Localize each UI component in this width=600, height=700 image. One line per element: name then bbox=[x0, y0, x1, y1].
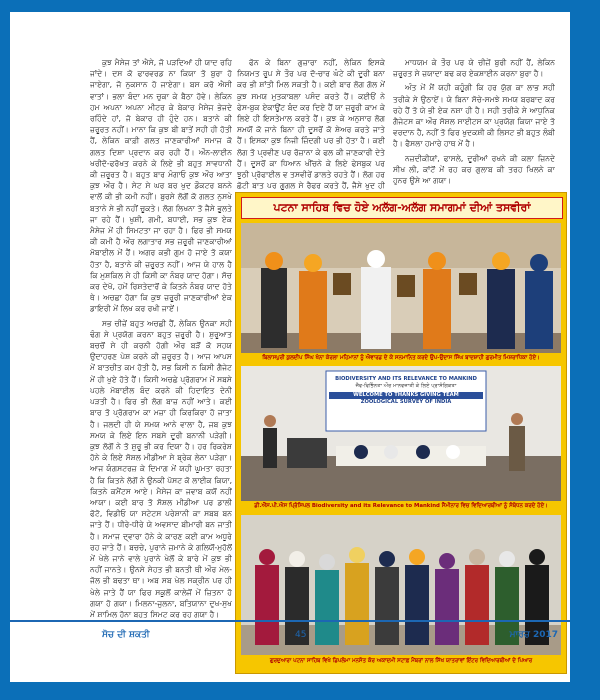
photo-caption: ਬਿਲਾਸਪੁਰੀ ਕੁਲਦੀਪ ਸਿੰਘ ਖੰਨਾ ਕੇਰਲਾ ਮਹਿਮਾਨਾਂ ਨੂੰ ਐਵਾਰਡ ਦੇ ਕੇ ਸਨਮਾਨਿਤ ਕਰਦੇ ਉਪ-ਉਦਾਸ ਸਿੰਘ ਬਾਦਸ਼ਾਹੀ ਗੁਰਮੀਤ ਮਿਸ਼ਰਾਧਿਕਾ ਹੋਏ। bbox=[262, 355, 540, 361]
paragraph: ਕੁਝ ਮੈਸੇਜ ਤਾਂ ਐਸੇ, ਜੋ ਪੜਦਿਆਂ ਹੀ ਯਾਦ ਰਹਿ ਜਾਂਦੇ। ਦਸ ਕੋ ਫਾਰਵਰਡ ਨਾ ਕਿਯਾ ਤੋ ਬੁਰਾ ਹੋ ਜਾਏਗਾ, ਜੋ ਨੁਕਸਾਨ ਹੋ ਜਾਏਗਾ। ਬਸ ਕਰੋ ਐਸੀ ਵਾਤਾਂ। ਭਲਾ ਬੰਦਾ ਮਨ ਚੁਕਾ ਕੇ ਬੈਠਾ ਹੋਵੇ। ਲੇਕਿਨ ਹਮ ਅਪਨਾ ਅਪਨਾ ਮੀਟਰ ਕੇ ਬੇਕਾਰ ਮੈਸੇਜ ਭੇਜਦੇ ਰਹਿੰਦੇ ਹਾਂ, ਜੋ ਬੇਕਾਰ ਹੀ ਹੁੰਦੇ ਹਨ। ਬਤਾਨੇ ਕੀ ਜ਼ਰੂਰਤ ਨਹੀਂ। ਮਾਨਾ ਕਿ ਕੁਝ ਬੀ ਬਾਤੇਂ ਸਹੀ ਹੀ ਹੋਤੀ ਹੈਂ, ਲੇਕਿਨ ਕਾਫ਼ੀ ਗਲਤ ਜਾਣਕਾਰੀਆਂ ਸਮਾਜ ਕੋ ਗਲਤ ਦਿਸ਼ਾ ਪ੍ਰਦਾਨ ਕਰ ਰਹੀ ਹੈਂ। ਔਨ-ਲਾਈਨ ਖਰੀਦੋ-ਫਰੋਖਤ ਕਰਨੇ ਕੇ ਲਿਏ ਭੀ ਬਹੁਤ ਸਾਵਧਾਨੀ ਕੀ ਜ਼ਰੂਰਤ ਹੈ। ਬਹੁਤ ਬਾਰ ਮੰਗਾਓ ਕੁਝ ਔਰ ਆਤਾ ਕੁਝ ਔਰ ਹੈ। ਸੇਟ ਸੇ ਘਰ ਬਰ ਖੁਦ ਡੌਕਟਰ ਬਨਨੇ ਵਾਲੋਂ ਕੀ ਭੀ ਕਮੀ ਨਹੀਂ। ਬੁਰਸੇ ਲੋਗੋਂ ਕੋ ਗਲਤ ਨੁਸਖੇ ਬਤਾਨੇ ਸੇ ਭੀ ਨਹੀਂ ਚੂਕਤੇ। ਲੋਗ ਲਿਖਨਾ ਤੋ ਜੈਸੇ ਭੂਲਤੇ ਜਾ ਰਹੇ ਹੈਂ। ਖੁਸ਼ੀ, ਗਮੀ, ਬਧਾਈ, ਸਭ ਕੁਝ ਏਕ ਮੈਸੇਜ ਮੇਂ ਹੀ ਸਿਮਟਤਾ ਜਾ ਰਹਾ ਹੈ। ਫਿਰ ਭੀ ਸਮਯ ਕੀ ਕਮੀ ਹੈ ਔਰ ਲਗਾਤਾਰ ਸਭ ਜ਼ਰੂਰੀ ਜਾਣਕਾਰੀਆਂ ਮੋਬਾਈਲ ਮੇਂ ਹੈਂ। ਅਗਰ ਕਭੀ ਗੁਮ ਹੋ ਜਾਏ ਤੋ ਕਯਾ ਹੋਤਾ ਹੈ, ਬਤਾਨੇ ਕੀ ਜ਼ਰੂਰਤ ਨਹੀਂ। ਆਜ ਯੇ ਹਾਲ ਹੈ ਕਿ ਮੁਸ਼ਕਿਲ ਸੇ ਹੀ ਕਿਸੀ ਕਾ ਨੰਬਰ ਯਾਦ ਹੋਗਾ। ਸੋਚ ਕਰ ਦੇਖੋ, ਹਮੇਂ ਰਿਸ਼ਤੇਦਾਰੋਂ ਕੇ ਕਿਤਨੇ ਨੰਬਰ ਯਾਦ ਹੋਤੇ ਥੇ। ਅਚਛਾ ਹੋਗਾ ਕਿ ਕੁਝ ਜ਼ਰੂਰੀ ਜਾਣਕਾਰੀਆਂ ਏਕ ਡਾਇਰੀ ਮੇਂ ਲਿਖ ਕਰ ਰਖੀ ਜਾਏਂ। bbox=[90, 58, 232, 314]
paragraph: ਅੰਤ ਮੇਂ ਮੈਂ ਯਹੀ ਕਹੂੰਗੀ ਕਿ ਹਰ ਯੁੱਗ ਕਾ ਲਾਭ ਸਹੀ ਤਰੀਕੇ ਸੇ ਉਠਾਏਂ। ਯੇ ਬਿਨਾ ਸੋਚੇ-ਸਮਝੇ ਸਮਯ ਬਰਬਾਦ ਕਰ ਰਹੇ ਹੈਂ ਤੋ ਯੇ ਭੀ ਏਕ ਨਸ਼ਾ ਹੀ ਹੈ। ਸਹੀ ਤਰੀਕੇ ਸੇ ਆਧੁਨਿਕ ਗੈਜੇਟਸ ਕਾ ਔਰ ਸੋਸ਼ਲ ਸਾਈਟਸ ਕਾ ਪ੍ਰਯੋਗ ਕਿਯਾ ਜਾਏ ਤੋ ਵਰਦਾਨ ਹੈ, ਨਹੀਂ ਤੋ ਫਿਰ ਖੁਦਕਸ਼ੀ ਕੀ ਲਿਸਟ ਭੀ ਬਹੁਤ ਲੰਬੀ ਹੈ। ਫੈਸਲਾ ਹਮਾਰੇ ਹਾਥ ਮੇਂ ਹੈ। bbox=[393, 83, 555, 149]
banner-title: BIODIVERSITY AND ITS RELEVANCE TO MANKIND bbox=[335, 376, 477, 382]
banner-welcome: WELCOME TO THANKS GIVING TEAM bbox=[329, 392, 483, 399]
photo-caption: ਗੁਰਦੁਆਰਾ ਪਟਨਾ ਸਾਹਿਬ ਵਿਖੇ ਡਿਪਲੋਮਾ ਮਨਸੋਤ ਕੋਰ ਅਕਾਦਮੀ ਸਟਾਫ਼ ਮੈਂਬਰਾਂ ਨਾਲ ਸਿੱਖ ਯਾਤਰਾਵਾਂ ਇੰਟਰ ਵਿਦਿਆਰਥੀਆਂ ਦੇ ਪਿਆਰ bbox=[269, 658, 533, 664]
seminar-banner bbox=[329, 376, 483, 406]
article-column-1 bbox=[90, 57, 232, 618]
page-footer bbox=[10, 620, 570, 654]
photo-feature-box bbox=[235, 192, 567, 674]
award-ceremony-photo bbox=[241, 223, 561, 353]
banner-subtitle: ਜੈਵ-ਵਿਭਿੰਨਤਾ ਔਰ ਮਾਨਵਜਾਤੀ ਕੇ ਲਿਏ ਪ੍ਰਾਸੰਗਿਕਤਾ bbox=[355, 383, 457, 389]
feature-title: ਪਟਨਾ ਸਾਹਿਬ ਵਿਚ ਹੋਏ ਅਲੱਗ-ਅਲੱਗ ਸਮਾਗਮਾਂ ਦੀਆਂ ਤਸਵੀਰਾਂ bbox=[241, 197, 563, 219]
page-number: 45 bbox=[295, 630, 307, 640]
article-column-2 bbox=[237, 57, 385, 192]
seminar-photo bbox=[241, 366, 561, 501]
paragraph: ਮਾਧਯਮ ਕੇ ਤੌਰ ਪਰ ਯੇ ਚੀਜ਼ੇਂ ਬੁਰੀ ਨਹੀਂ ਹੈਂ, ਲੇਕਿਨ ਜ਼ਰੂਰਤ ਸੇ ਜ਼ਯਾਦਾ ਬਢ ਕਰ ਏਕਸ਼ਾਈਨ ਕਰਨਾ ਬੁਰਾ ਹੈ। bbox=[393, 58, 555, 79]
magazine-page bbox=[10, 12, 570, 682]
issue-date: ਮਾਰਚ 2017 bbox=[509, 630, 558, 640]
paragraph: ਨਜ਼ਦੀਕੀਯਾਂ, ਫਾਸਲੇ, ਦੂਰੀਆਂ ਰਖਨੇ ਕੀ ਕਲਾ ਜ਼ਿਨਦੇ ਸੀਖ ਲੀ, ਕਾਂਟੋਂ ਮੇਂ ਰਹ ਕਰ ਗੁਲਾਬ ਕੀ ਤਰਹ ਖਿਲਨੇ ਕਾ ਹੁਨਰ ਉਸੇ ਆ ਗਯਾ। bbox=[393, 153, 555, 186]
paragraph: ਫੋਨ ਕੇ ਬਿਨਾ ਗੁਜ਼ਾਰਾ ਨਹੀਂ, ਲੇਕਿਨ ਇਸਕੇ ਨਿਯਮਤ ਰੂਪ ਸੇ ਤੌਰ ਪਰ ਦੋ-ਚਾਰ ਘੰਟੇ ਕੀ ਦੂਰੀ ਬਨਾ ਕਰ ਭੀ ਸ਼ਾਂਤੀ ਮਿਲ ਸਕਤੀ ਹੈ। ਕਈ ਬਾਰ ਲੋਗ ਗੱਲ ਮੇਂ ਕੁਝ ਸਮਯ ਮੁਤਕਾਬਲਾ ਪਸੰਦ ਕਰਤੇ ਹੈਂ। ਕਈਓਂ ਨੇ ਫੇਸ-ਬੁਕ ਏਕਾਊਂਟ ਬੰਦ ਕਰ ਦਿਏ ਹੈਂ ਯਾ ਜ਼ਰੂਰੀ ਕਾਮ ਕੇ ਲਿਏ ਹੀ ਇਸਤੇਮਾਲ ਕਰਤੇ ਹੈਂ। ਕੁਝ ਕੇ ਅਨੁਸਾਰ ਲੋਗ ਸਮਯੋਂ ਕੋ ਜਾਨੇ ਬਿਨਾ ਹੀ ਦੂਸਰੋਂ ਕੋ ਸ਼ੇਅਰ ਕਰਤੇ ਜਾਤੇ ਹੈਂ। ਇਸਕਾ ਕੁਝ ਨਿਜੀ ਜ਼ਿੰਦਗੀ ਪਰ ਭੀ ਹੋਤਾ ਹੈ। ਕਈ ਲੋਗ ਤੋ ਪ੍ਰਵੀਣ ਪਰ ਰੋਜ਼ਾਨਾ ਕੇ ਫਲ ਕੀ ਜਾਣਕਾਰੀ ਦੇਤੇ ਹੈਂ। ਦੂਸਰੋਂ ਕਾ ਧਿਆਨ ਖੀਂਚਨੇ ਕੇ ਲਿਏ ਫੇਸਬੁਕ ਪਰ ਝੂਠੀ ਪ੍ਰੋਫਾਈਲ ਵ ਤਸਵੀਰੇਂ ਡਾਲਤੇ ਰਹਤੇ ਹੈਂ। ਲੋਗ ਹਰ ਛੋਟੀ ਬਾਤ ਪਰ ਗੂਗਲ ਸੇ ਰੈਫਰ ਕਰਤੇ ਹੈਂ, ਜੈਸੇ ਖੁਦ ਹੀ bbox=[237, 58, 385, 191]
paragraph: ਸਭ ਚੀਜ਼ੇਂ ਬਹੁਤ ਅਚਛੀ ਹੈਂ, ਲੇਕਿਨ ਉਨਕਾ ਸਹੀ ਢੰਗ ਸੇ ਪ੍ਰਯੋਗ ਕਰਨਾ ਬਹੁਤ ਜ਼ਰੂਰੀ ਹੈ। ਸ਼ੁਰੂਆਤ ਬਚਚੋਂ ਸੇ ਹੀ ਕਰਨੀ ਹੋਗੀ ਔਰ ਬੜੋਂ ਕੋ ਸਹਯ ਉਦਾਹਰਣ ਪੇਸ਼ ਕਰਨੇ ਕੀ ਜ਼ਰੂਰਤ ਹੈ। ਆਜ ਆਪਸ ਮੇਂ ਬਾਤਚੀਤ ਕਮ ਹੋਤੀ ਹੈ, ਸਭ ਕਿਸੀ ਨ ਕਿਸੀ ਗੈਜੇਟ ਮੇਂ ਹੀ ਖੁਏ ਹੋਤੇ ਹੈਂ। ਕਿਸੀ ਅਚਛੇ ਪ੍ਰੋਗਰਾਮ ਮੇਂ ਸਬਸੇ ਪਹਲੇ ਮੋਬਾਈਲ ਬੰਦ ਕਰਨੇ ਕੀ ਹਿਦਾਇਤ ਦੇਨੀ ਪੜਤੀ ਹੈ। ਫਿਰ ਭੀ ਲੋਗ ਬਾਜ਼ ਨਹੀਂ ਆਤੇ। ਕਈ ਬਾਰ ਤੋ ਪ੍ਰੋਗਰਾਮ ਕਾ ਮਜ਼ਾ ਹੀ ਕਿਰਕਿਰਾ ਹੋ ਜਾਤਾ ਹੈ। ਜਲਦੀ ਹੀ ਯੇ ਸਮਯ ਆਨੇ ਵਾਲਾ ਹੈ, ਜਬ ਕੁਝ ਸਮਯ ਕੇ ਲਿਏ ਇਨ ਸਬਸੇ ਦੂਰੀ ਬਨਾਨੀ ਪੜੇਗੀ। ਕੁਝ ਲੋਗੋਂ ਨੇ ਤੋ ਸ਼ੁਰੂ ਭੀ ਕਰ ਦਿਯਾ ਹੈ। ਹਰ ਰਿਕਰੇਸ਼ ਹੋਨੇ ਕੇ ਲਿਏ ਸੋਸ਼ਲ ਮੀਡੀਆ ਸੇ ਬ੍ਰੇਕ ਲੇਨਾ ਪੜੇਗਾ। ਆਜ ਯੰਗਸਟਰਜ਼ ਕੇ ਦਿਮਾਗ ਮੇਂ ਯਹੀ ਘੂਮਤਾ ਰਹਤਾ ਹੈ ਕਿ ਕਿਤਨੇ ਲੋਗੋਂ ਨੇ ਉਨਕੀ ਪੋਸਟ ਕੋ ਲਾਈਕ ਕਿਯਾ, ਕਿਤਨੇ ਕਮੈਂਟਸ ਆਏ। ਮੈਸੇਜ ਕਾ ਜਵਾਬ ਕਯੋਂ ਨਹੀਂ ਆਯਾ। ਕਈ ਬਾਰ ਤੋ ਸੋਸ਼ਲ ਮੀਡੀਆ ਪਰ ਡਾਲੀ ਫੋਟੋ, ਵਿਡੀਓ ਯਾ ਸਟੇਟਸ ਪਰੇਸ਼ਾਨੀ ਕਾ ਸਬਬ ਬਨ ਜਾਤੇ ਹੈਂ। ਧੀਰੇ-ਧੀਰੇ ਯੇ ਅਵਸਾਦ ਬੀਮਾਰੀ ਬਨ ਜਾਤੀ ਹੈ। ਸਮਾਜ ਦ੍ਵਾਰਾ ਹੋਨੇ ਕੇ ਕਾਰਣ ਕਈ ਕਾਮ ਅਧੂਰੇ ਰਹ ਜਾਤੇ ਹੈਂ। ਬਚਚੇ, ਪੁਰਾਨੇ ਜ਼ਮਾਨੇ ਕੇ ਗਲਿਯੋਂ-ਮੁਹੱਲੋਂ ਮੇਂ ਖੇਲੇ ਜਾਨੇ ਵਾਲੇ ਪੁਰਾਨੇ ਖੇਲੋਂ ਕੇ ਬਾਰੇ ਮੇਂ ਕੁਝ ਭੀ ਨਹੀਂ ਜਾਨਤੇ। ਉਨਸੇ ਸੇਹਤ ਭੀ ਬਨਤੀ ਥੀ ਔਰ ਮੇਲ-ਜੋਲ ਭੀ ਬਢਤਾ ਥਾ। ਅਬ ਸਬ ਖੇਲ ਸਕ੍ਰੀਨ ਪਰ ਹੀ ਖੇਲੇ ਜਾਤੇ ਹੈਂ ਯਾ ਫਿਰ ਸਕੂਲੋਂ ਕਾਲੇਜੋਂ ਮੇਂ ਜ਼ਿਤਨਾ ਹੋ ਗਯਾ ਹੋ ਗਯਾ। ਮਿਲਨਾ-ਜੁਲਨਾ, ਬਤਿਯਾਨਾ ਦੁਖ-ਸੁਖ ਮੇਂ ਸ਼ਾਮਿਲ ਹੋਨਾ ਬਹੁਤ ਸਿਮਟ ਕਰ ਰਹ ਗਯਾ ਹੈ। bbox=[90, 318, 232, 618]
article-column-3 bbox=[393, 57, 555, 202]
magazine-name: ਸੋਚ ਦੀ ਸ਼ਕਤੀ bbox=[102, 630, 150, 640]
photo-caption: ਡੀ.ਐੱਸ.ਪੀ.ਐਸ ਪ੍ਰਿੰਸਿਪਲ Biodiversity and its Relevance to Mankind ਸੈਮੀਨਾਰ ਵਿਚ ਵਿਦਿਆਰਥੀਆਂ ਨੂੰ ਸੰਬੋਧਨ ਕਰਦੇ ਹੋਏ। bbox=[254, 503, 548, 509]
banner-organisation: ZOOLOGICAL SURVEY OF INDIA bbox=[360, 399, 452, 405]
award-ceremony-illustration bbox=[241, 223, 561, 353]
